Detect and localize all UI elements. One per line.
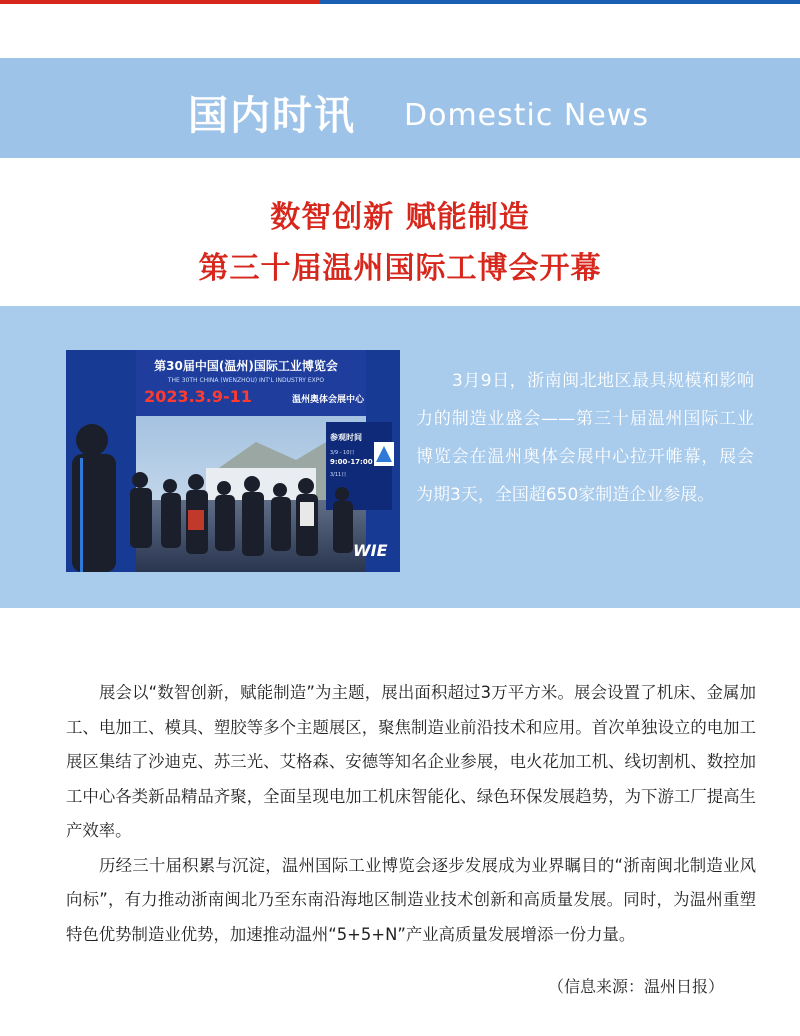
body-paragraph-2: 历经三十届积累与沉淀，温州国际工业博览会逐步发展成为业界瞩目的“浙南闽北制造业风向标”，有力推动浙南闽北乃至东南沿海地区制造业技术创新和高质量发展。同时，为温州重塑特色优势制造业优势，加速推动温州“5+5+N”产业高质量发展增添一份力量。 bbox=[66, 855, 756, 944]
headline-line-1: 数智创新 赋能制造 bbox=[270, 200, 530, 235]
expo-photo bbox=[66, 350, 400, 572]
top-stripe-red bbox=[0, 0, 320, 4]
section-title-cn: 国内时讯 bbox=[188, 93, 356, 139]
photo-sign-title: 参观时间 bbox=[330, 433, 362, 442]
photo-banner-venue: 温州奥体会展中心 bbox=[292, 395, 365, 405]
photo-banner-title: 第30届中国(温州)国际工业博览会 bbox=[154, 359, 338, 373]
top-accent-stripe bbox=[0, 0, 800, 6]
top-stripe-blue bbox=[320, 0, 800, 4]
body-paragraph-1: 展会以“数智创新，赋能制造”为主题，展出面积超过3万平方米。展会设置了机床、金属加工、电加工、模具、塑胶等多个主题展区，聚焦制造业前沿技术和应用。首次单独设立的电加工展区集结了沙迪克、苏三光、艾格森、安德等知名企业参展，电火花加工机、线切割机、数控加工中心各类新品精品齐聚，全面呈现电加工机床智能化、绿色环保发展趋势，为下游工厂提高生产效率。 bbox=[66, 683, 756, 840]
section-title-en: Domestic News bbox=[404, 98, 649, 133]
photo-sign-date-2: 3/11日 bbox=[330, 472, 347, 478]
headline-line-2: 第三十届温州国际工博会开幕 bbox=[198, 251, 602, 286]
lead-paragraph: 3月9日，浙南闽北地区最具规模和影响力的制造业盛会——第三十届温州国际工业博览会在温州奥体会展中心拉开帷幕，展会为期3天，全国超650家制造企业参展。 bbox=[416, 371, 754, 505]
source-credit: （信息来源：温州日报） bbox=[548, 977, 725, 996]
feature-panel bbox=[0, 306, 800, 608]
section-banner bbox=[0, 58, 800, 158]
photo-banner-subtitle: THE 30TH CHINA (WENZHOU) INT'L INDUSTRY EXPO bbox=[167, 377, 325, 384]
article-body bbox=[66, 676, 756, 952]
photo-banner-date: 2023.3.9-11 bbox=[144, 387, 252, 406]
photo-wie-logo: WIE bbox=[353, 541, 388, 560]
photo-sign-date-1: 3/9 - 10日 bbox=[330, 450, 355, 456]
photo-sign-hours-1: 9:00-17:00 bbox=[330, 458, 373, 466]
